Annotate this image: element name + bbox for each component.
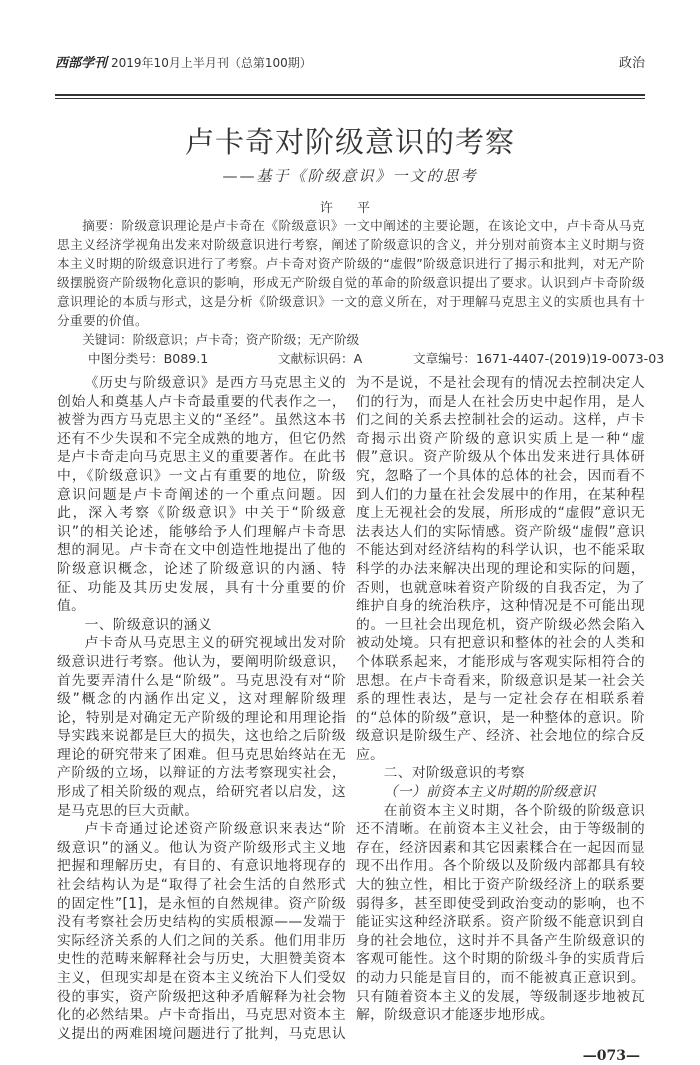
paragraph-2: 卢卡奇从马克思主义的研究视域出发对阶级意识进行考察。他认为，要阐明阶级意识，首先要弄清什么是“阶级”。马克思没有对“阶级”概念的内涵作出定义，这对理解阶级理论，特别是对确定无产阶级的理论和用理论指导实践来说都是巨大的损失，这也给之后阶级理论的研究带来了困难。但马克思始终站在无产阶级的立场，以辩证的方法考察现实社会，形成了相关阶级的观点，给研究者以启发，这是马克思的巨大贡献。 (57, 635, 346, 819)
running-header (55, 52, 645, 72)
article-title: 卢卡奇对阶级意识的考察 (184, 125, 515, 159)
article-flow (57, 216, 665, 1065)
section-heading-2: 二、对阶级意识的考察 (383, 765, 526, 782)
header-rule-thick (55, 94, 645, 96)
article-number: 文章编号：1671-4407-(2019)19-0073-03 (413, 351, 665, 366)
classification-row (57, 349, 665, 368)
paragraph-4: 在前资本主义时期，各个阶级的阶级意识还不清晰。在前资本主义社会，由于等级制的存在，经济因素和其它因素糅合在一起因而显现不出作用。各个阶级以及阶级内部都具有较大的独立性，相比于资产阶级经济上的联系要弱得多，甚至即使受到政治变动的影响，也不能证实这种经济联系。资产阶级不能意识到自身的社会地位，这时并不具备产生阶级意识的客观可能性。这个时期的阶级斗争的实质背后的动力只能是盲目的，而不能被真正意识到。只有随着资本主义的发展，等级制逐步地被瓦解，阶级意识才能逐步地形成。 (356, 802, 645, 1024)
issue-info: 2019年10月上半月刊（总第100期） (111, 56, 312, 70)
article-subtitle: ——基于《阶级意识》一文的思考 (222, 167, 478, 185)
paragraph-intro: 《历史与阶级意识》是西方马克思主义的创始人和奠基人卢卡奇最重要的代表作之一，被誉为西方马克思主义的“圣经”。虽然这本书还有不少失误和不完全成熟的地方，但它仍然是卢卡奇走向马克思主义的重要著作。在此书中，《阶级意识》一文占有重要的地位，阶级意识问题是卢卡奇阐述的一个重点问题。因此，深入考察《阶级意识》中关于“阶级意识”的相关论述，能够给予人们理解卢卡奇思想的洞见。卢卡奇在文中创造性地提出了他的阶级意识概念，论述了阶级意识的内涵、特征、功能及其历史发展，具有十分重要的价值。 (57, 375, 346, 615)
author-name: 许 平 (319, 201, 381, 216)
subsection-heading-2-1: （一）前资本主义时期的阶级意识 (383, 784, 596, 801)
body-columns (57, 374, 645, 1043)
paragraph-3: 卢卡奇通过论述资产阶级意识来表达“阶级意识”的涵义。他认为资产阶级形式主义地把握和理解历史，有目的、有意识地将现存的社会结构认为是“取得了社会生活的自然形式的固定性”[1]，是永恒的自然规律。资产阶级没有考察社会历史结构的实质根源——发端于实际经济关系的人们之间的关系。他们用非历史性的范畴来解释社会与历史，大胆赞美资本主义，但现实却是在资本主义统治下人们受奴役的事实，资产阶级把这种矛盾解释为社会物化的必然结果。卢卡奇指出，马克思对资本主义提出的两难困境问题进行了批判，马克思认为不是说，不是社会现有的情况去控制决定人们的行为，而是人在社会历史中起作用，是人们之间的关系去控制社会的运动。这样，卢卡奇揭示出资产阶级的意识实质上是一种“虚假”意识。资产阶级从个体出发来进行具体研究，忽略了一个具体的总体的社会，因而看不到人们的力量在社会发展中的作用，在某种程度上无视社会的发展，所形成的“虚假”意识无法表达人们的实际情感。资产阶级“虚假”意识不能达到对经济结构的科学认识，也不能采取科学的办法来解决出现的理论和实际的问题，否则，也就意味着资产阶级的自我否定，为了维护自身的统治秩序，这种情况是不可能出现的。一旦社会出现危机，资产阶级必然会陷入被动处境。只有把意识和整体的社会的人类和个体联系起来，才能形成与客观实际相符合的思想。在卢卡奇看来，阶级意识是某一社会关系的理性表达，是与一定社会存在相联系着的“总体的阶级”意识，是一种整体的意识。阶级意识是阶级生产、经济、社会地位的综合反应。 (57, 375, 645, 1042)
journal-logo: 西部学刊 (55, 56, 108, 71)
clc-number: 中图分类号：B089.1 (88, 351, 209, 366)
abstract: 摘要：阶级意识理论是卢卡奇在《阶级意识》一文中阐述的主要论题，在该论文中，卢卡奇从马克思主义经济学视角出发来对阶级意识进行考察，阐述了阶级意识的含义，并分别对前资本主义时期与资本主义时期的阶级意识进行了考察。卢卡奇对资产阶级的“虚假”阶级意识进行了揭示和批判，对无产阶级摆脱资产阶级物化意识的影响，形成无产阶级自觉的革命的阶级意识提出了要求。认识到卢卡奇阶级意识理论的本质与形式，这是分析《阶级意识》一文的意义所在，对于理解马克思主义的实质也具有十分重要的价值。 (57, 218, 645, 328)
header-rule-thin (55, 98, 645, 99)
section-label: 政治 (618, 56, 645, 71)
section-heading-1: 一、阶级意识的涵义 (84, 616, 212, 633)
document-code: 文献标识码：A (278, 351, 363, 366)
page-number: —073— (582, 1048, 640, 1065)
keywords: 关键词：阶级意识；卢卡奇；资产阶级；无产阶级 (82, 332, 360, 347)
